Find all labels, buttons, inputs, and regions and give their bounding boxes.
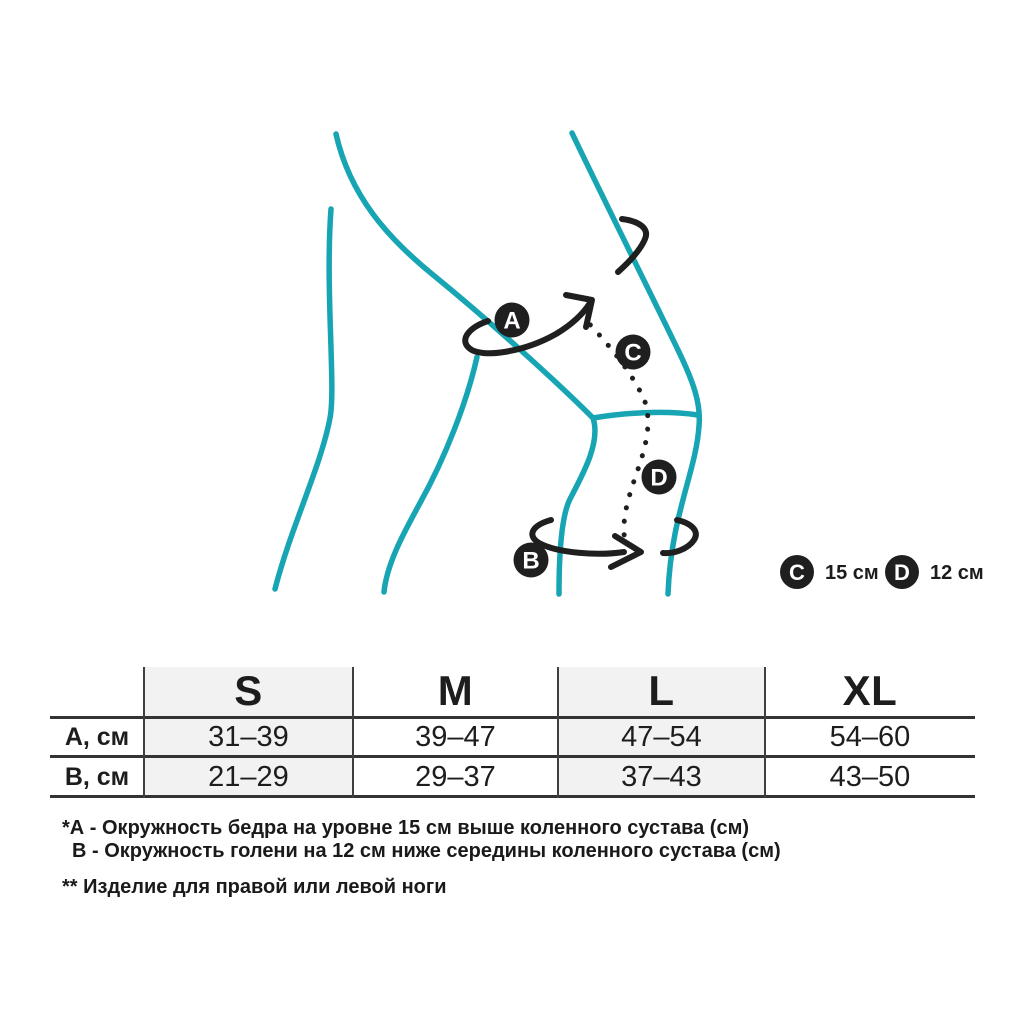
hip-thigh-line bbox=[336, 134, 593, 418]
legend-c-value: 15 см bbox=[825, 562, 879, 585]
inner-leg-line bbox=[384, 357, 477, 592]
cell-b-m: 29–37 bbox=[415, 761, 496, 793]
cell-a-xl: 54–60 bbox=[829, 721, 911, 753]
cell-b-s: 21–29 bbox=[208, 761, 289, 793]
marker-a-label: A bbox=[503, 307, 521, 335]
legend-c-letter: C bbox=[789, 559, 805, 585]
thigh-far-side-arc bbox=[618, 219, 646, 272]
cell-a-m: 39–47 bbox=[415, 721, 496, 753]
footnote-legs: ** Изделие для правой или левой ноги bbox=[62, 876, 447, 898]
row-label-a: А, см bbox=[64, 723, 130, 751]
cell-b-l: 37–43 bbox=[621, 761, 702, 793]
col-header-l: L bbox=[648, 666, 675, 714]
legend-d-value: 12 см bbox=[930, 562, 984, 585]
legend-d-letter: D bbox=[894, 559, 910, 585]
cell-a-l: 47–54 bbox=[621, 721, 702, 753]
marker-d-badge bbox=[642, 460, 677, 495]
size-table-grid bbox=[50, 667, 975, 798]
marker-d-label: D bbox=[650, 464, 668, 492]
table-corner-cell bbox=[50, 667, 144, 718]
col-header-s: S bbox=[234, 666, 263, 714]
marker-b-badge bbox=[514, 543, 549, 578]
marker-a-badge bbox=[495, 303, 530, 338]
cell-a-s: 31–39 bbox=[208, 721, 289, 753]
col-header-m: M bbox=[437, 666, 474, 714]
footnotes bbox=[62, 817, 781, 899]
col-header-xl: XL bbox=[842, 666, 898, 714]
marker-c-label: C bbox=[624, 339, 642, 367]
size-table bbox=[50, 667, 975, 798]
calf-line bbox=[559, 418, 595, 594]
calf-circumference-arc bbox=[532, 520, 624, 554]
back-leg-line bbox=[275, 209, 332, 589]
legend-c-item bbox=[780, 555, 879, 589]
row-label-b: В, см bbox=[64, 763, 130, 791]
footnote-b: В - Окружность голени на 12 см ниже середины коленного сустава (см) bbox=[72, 840, 781, 862]
legend-d-item bbox=[885, 555, 984, 589]
marker-b-label: B bbox=[522, 547, 540, 575]
thigh-circumference-arc bbox=[465, 303, 590, 353]
footnote-a: *А - Окружность бедра на уровне 15 см выше коленного сустава (см) bbox=[62, 817, 750, 839]
cell-b-xl: 43–50 bbox=[829, 761, 911, 793]
measurement-marks bbox=[465, 219, 696, 567]
marker-c-badge bbox=[616, 335, 651, 370]
